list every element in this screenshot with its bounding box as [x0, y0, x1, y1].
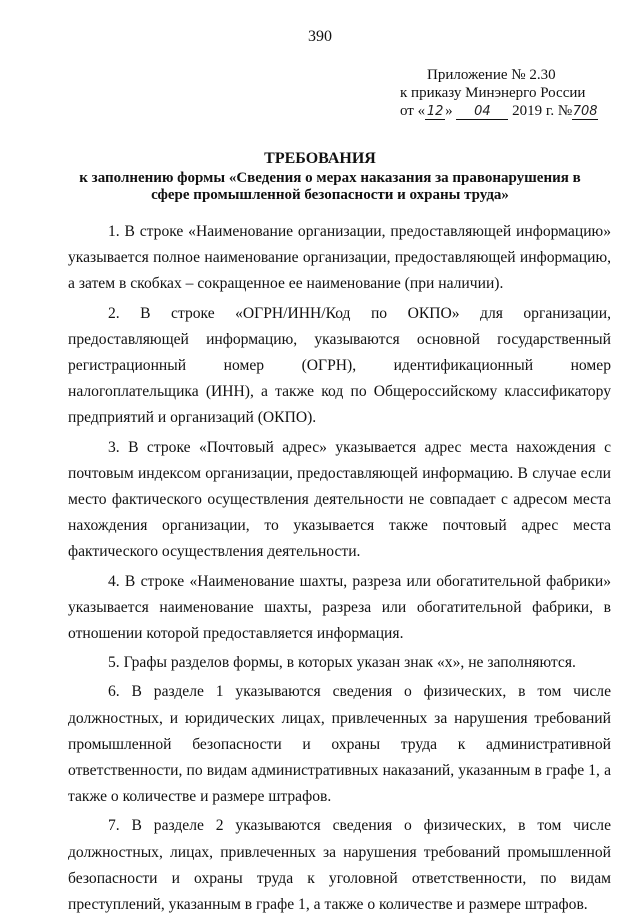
- date-day: 12: [426, 104, 444, 119]
- paragraph-4: 4. В строке «Наименование шахты, разреза или обогатительной фабрики» указывается наименование шахты, разреза или обогатительной фабрики, в отношении которой предоставляется информация.: [68, 572, 611, 643]
- date-mid: »: [445, 103, 453, 119]
- date-prefix: от «: [400, 103, 426, 119]
- paragraph-1: 1. В строке «Наименование организации, предоставляющей информацию» указывается полное наименование организации, предоставляющей информацию, а затем в скобках – сокращенное ее наименование (при наличии).: [68, 223, 611, 293]
- document-body: [68, 219, 611, 921]
- paragraph-5: 5. Графы разделов формы, в которых указан знак «х», не заполняются.: [108, 654, 576, 672]
- document-title: ТРЕБОВАНИЯ: [264, 150, 376, 167]
- document-subtitle: к заполнению формы «Сведения о мерах наказания за правонарушения в сфере промышленной безопасности и охраны труда»: [79, 170, 581, 203]
- appendix-line-1: Приложение № 2.30: [427, 67, 556, 83]
- paragraph-6: 6. В разделе 1 указываются сведения о физических, в том числе должностных, и юридических лицах, привлеченных за нарушения требований промышленной безопасности и охраны труда к административной ответственности, по видам административных наказаний, указанным в графе 1, а также о количестве и размере штрафов.: [68, 683, 611, 806]
- date-year: 2019 г. №: [512, 103, 573, 119]
- appendix-date-line: [400, 102, 630, 120]
- paragraph-2: 2. В строке «ОГРН/ИНН/Код по ОКПО» для организации, предоставляющей информацию, указываются основной государственный регистрационный номер (ОГРН), идентификационный номер налогоплательщика (ИНН), а также код по Общероссийскому классификатору предприятий и организаций (ОКПО).: [68, 304, 611, 427]
- appendix-line-2: к приказу Минэнерго России: [400, 85, 586, 101]
- paragraph-3: 3. В строке «Почтовый адрес» указывается адрес места нахождения с почтовым индексом организации, предоставляющей информацию. В случае если место фактического осуществления деятельности не совпадает с адресом места нахождения организации, то указывается также почтовый адрес места фактического осуществления деятельности.: [68, 438, 611, 561]
- date-month: 04: [456, 105, 508, 120]
- order-number: 708: [572, 104, 598, 119]
- paragraph-7: 7. В разделе 2 указываются сведения о физических, в том числе должностных, лицах, привлеченных за нарушения требований промышленной безопасности и охраны труда к уголовной ответственности, по видам преступлений, указанным в графе 1, а также о количестве и размере штрафов.: [68, 817, 611, 914]
- appendix-header: [400, 66, 630, 120]
- page-number: 390: [308, 28, 332, 45]
